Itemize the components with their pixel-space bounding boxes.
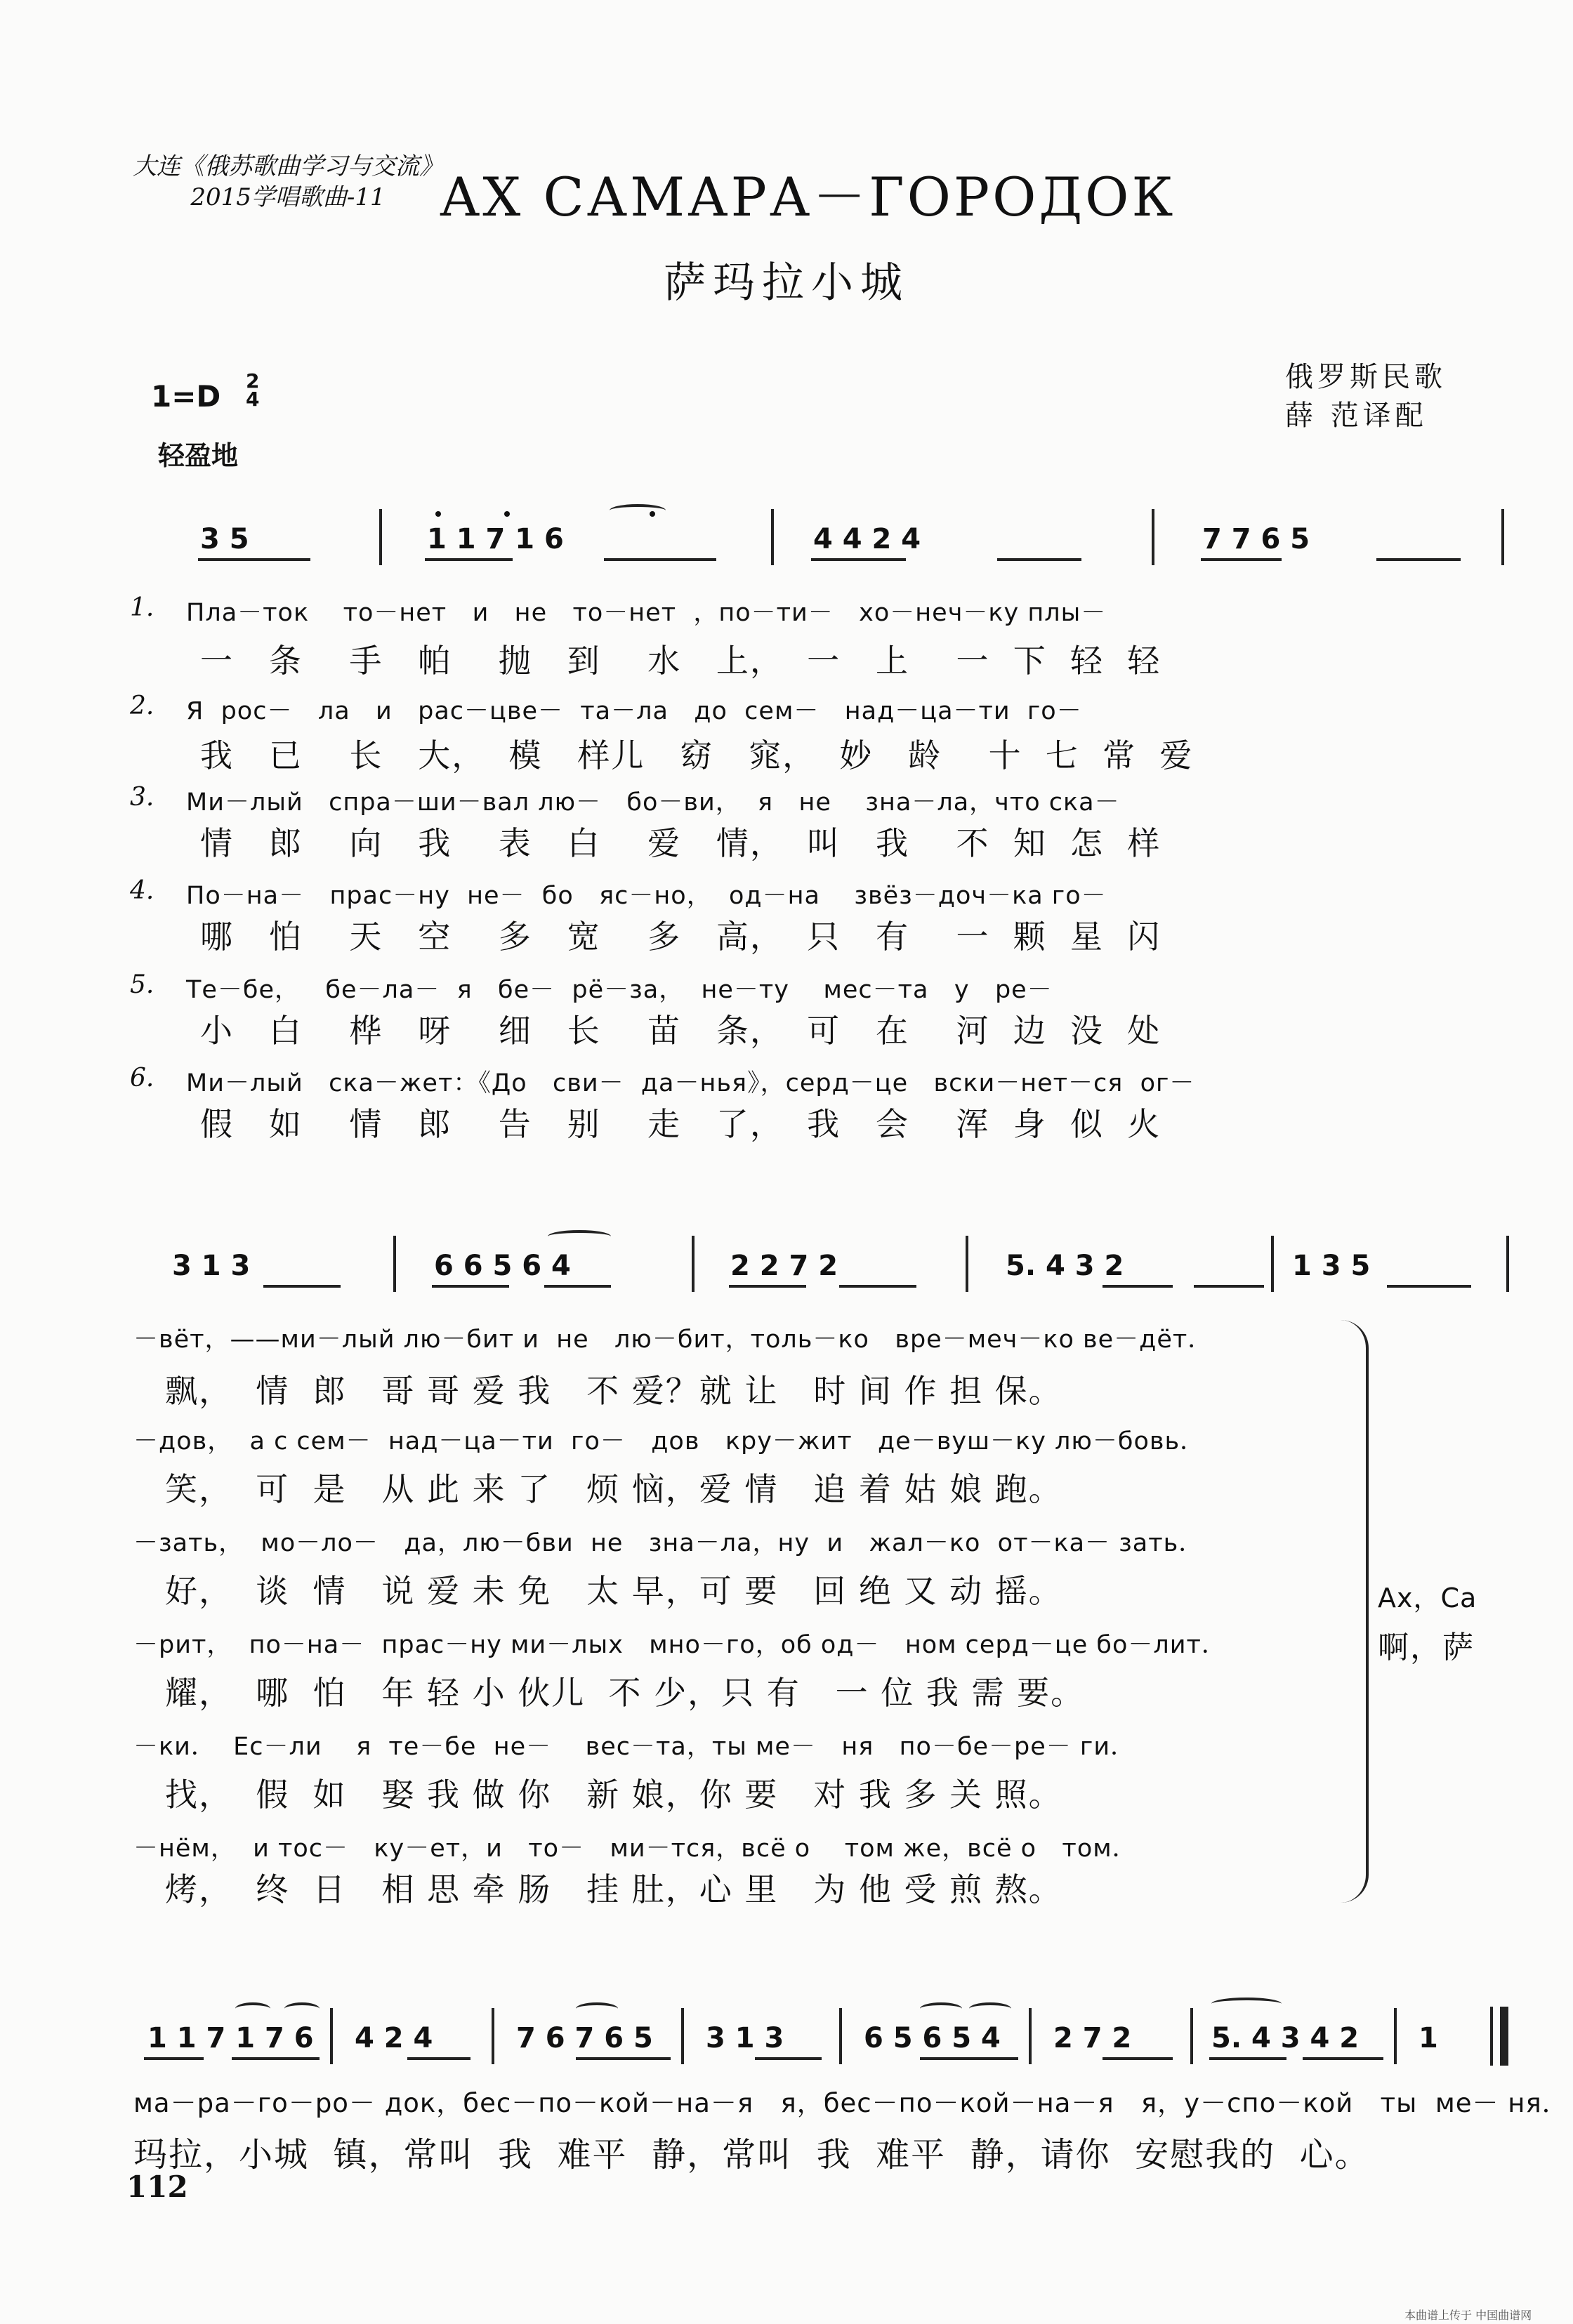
verse-5-cn: 小 白 桦 呀 细 长 苗 条， 可 在 河 边 没 处 [200,1012,1161,1050]
beam [755,2057,822,2060]
barline [681,2008,684,2064]
verse-3-cn-cont: 好， 谈 情 说 爱 未 免 太 早，可 要 回 绝 又 动 摇。 [165,1572,1062,1610]
verse-2-ru-cont: －дов， а с сем－ над－ца－ти го－ дов кру－жит де－вуш－ку лю－бовь． [133,1427,1206,1455]
verse-6-cn-cont: 烤， 终 日 相 思 牵 肠 挂 肚，心 里 为 他 受 煎 熬。 [165,1870,1062,1908]
measure-6: 6 6 5 6 4 [434,1250,571,1282]
barline [1029,2008,1032,2064]
measure-11: 4 2 4 [355,2022,433,2054]
page-number: 112 [126,2170,188,2204]
source-note-line1: 大连《俄苏歌曲学习与交流》 [133,152,443,180]
measure-14: 6 5 6 5 4 [864,2022,1001,2054]
measure-15: 2 7 2 [1053,2022,1132,2054]
beam [1303,2057,1383,2060]
verse-number-5: 5. [130,970,154,999]
measure-5: 3 1 3 [172,1250,251,1282]
tie [920,2002,962,2015]
measure-13: 3 1 3 [706,2022,784,2054]
measure-3: 4 4 2 4 [813,523,921,555]
verse-number-2: 2. [130,692,154,720]
chorus-ru: ма－ра－го－ро－ док，бес－по－кой－на－я я，бес－по－кой－на－я я，у－спо－кой ты ме－ ня． [133,2088,1569,2118]
measure-10: 1 1 7 1 7 6 [147,2022,314,2054]
verse-1-ru-cont: －вёт，——ми－лый лю－бит и не лю－бит，толь－ко вре－меч－ко ве－дёт． [133,1326,1213,1354]
key-signature: 1=D [151,379,221,414]
barline [839,2008,842,2064]
credit-translator: 薛 范译配 [1285,400,1428,432]
measure-12: 7 6 7 6 5 [516,2022,653,2054]
measure-2: 1 1 7 1 6 [427,523,564,555]
barline [1190,2008,1193,2064]
verse-2-cn-cont: 笑， 可 是 从 此 来 了 烦 恼，爱 情 追 着 姑 娘 跑。 [165,1470,1062,1508]
tie [969,2002,1011,2015]
verse-number-4: 4. [130,876,154,905]
tie [576,2002,618,2015]
verse-4-cn: 哪 怕 天 空 多 宽 多 高， 只 有 一 颗 星 闪 [200,918,1161,956]
measure-17: 1 [1419,2022,1438,2054]
beam [920,2057,1018,2060]
measure-7: 2 2 7 2 [730,1250,838,1282]
verse-6-ru-cont: －нём， и тос－ ку－ет，и то－ ми－тся，всё о том же，всё о том． [133,1835,1138,1863]
measure-1: 3 5 [200,523,249,555]
chorus-pickup-ru: Ах，Са [1378,1583,1477,1613]
tie [235,2002,270,2015]
verse-6-cn: 假 如 情 郎 告 别 走 了， 我 会 浑 身 似 火 [200,1105,1161,1143]
verse-2-ru: Я рос－ ла и рас－цве－ та－ла до сем－ над－ца－ти го－ [186,697,1082,725]
verse-3-cn: 情 郎 向 我 表 白 爱 情， 叫 我 不 知 怎 样 [200,824,1161,862]
beam [407,2057,470,2060]
chorus-cn: 玛拉，小城 镇，常叫 我 难平 静，常叫 我 难平 静，请你 安慰我的 心。 [133,2135,1370,2174]
measure-4: 7 7 6 5 [1202,523,1310,555]
verse-3-ru-cont: －зать， мо－ло－ да，лю－бви не зна－ла，ну и жал－ко от－ка－ зать． [133,1529,1204,1557]
measure-8: 5. 4 3 2 [1006,1250,1124,1282]
measure-9: 1 3 5 [1292,1250,1371,1282]
verse-5-ru: Те－бе， бе－ла－ я бе－ рё－за， не－ту мес－та у ре－ [186,976,1053,1004]
verse-1-cn: 一 条 手 帕 抛 到 水 上， 一 上 一 下 轻 轻 [200,642,1161,680]
beam [232,2057,320,2060]
verse-5-cn-cont: 找， 假 如 娶 我 做 你 新 娘，你 要 对 我 多 关 照。 [165,1776,1062,1814]
final-barline-thick [1500,2007,1508,2066]
verse-1-ru: Пла－ток то－нет и не то－нет ，по－ти－ хо－неч－ку плы－ [186,599,1107,627]
verse-6-ru: Ми－лый ска－жет：《До сви－ да－нья》，серд－це вски－нет－ся ог－ [186,1069,1195,1097]
verse-3-ru: Ми－лый спра－ши－вал лю－ бо－ви， я не зна－ла，что ска－ [186,788,1120,817]
beam [144,2057,204,2060]
barline [330,2008,333,2064]
beam [1103,2057,1173,2060]
verse-number-6: 6. [130,1064,154,1092]
credit-origin: 俄罗斯民歌 [1285,361,1447,393]
final-barline-thin [1490,2007,1493,2066]
barline [492,2008,494,2064]
verse-1-cn-cont: 飘， 情 郎 哥 哥 爱 我 不 爱？就 让 时 间 作 担 保。 [165,1372,1062,1410]
chorus-pickup-cn: 啊，萨 [1378,1630,1475,1665]
time-top: 2 [246,369,260,392]
verse-4-cn-cont: 耀， 哪 怕 年 轻 小 伙儿 不 少，只 有 一 位 我 需 要。 [165,1674,1085,1712]
verse-number-3: 3. [130,783,154,812]
tie [1211,1998,1282,2010]
barline [1394,2008,1397,2064]
source-note-line2: 2015学唱歌曲-11 [190,183,386,211]
site-watermark: 本曲谱上传于 中国曲谱网 [1404,2309,1532,2322]
verse-number-1: 1. [130,593,154,622]
time-bottom: 4 [246,388,260,411]
tie [284,2002,320,2015]
beam [1209,2057,1286,2060]
song-subtitle: 萨玛拉小城 [664,258,909,308]
verse-4-ru-cont: －рит， по－на－ прас－ну ми－лых мно－го，об од－ ном серд－це бо－лит． [133,1631,1227,1659]
song-title: АХ САМАРА－ГОРОДОК [439,166,1176,228]
verse-5-ru-cont: －ки． Ес－ли я те－бе не－ вес－та，ты ме－ ня по－бе－ре－ ги． [133,1733,1136,1761]
tempo-marking: 轻盈地 [158,440,239,471]
beam [576,2057,671,2060]
verse-2-cn: 我 已 长 大， 模 样儿 窈 窕， 妙 龄 十 七 常 爱 [200,737,1194,774]
measure-16: 5. 4 3 4 2 [1211,2022,1360,2054]
verse-4-ru: По－на－ прас－ну не－ бо яс－но， од－на звёз－доч－ка го－ [186,882,1107,910]
